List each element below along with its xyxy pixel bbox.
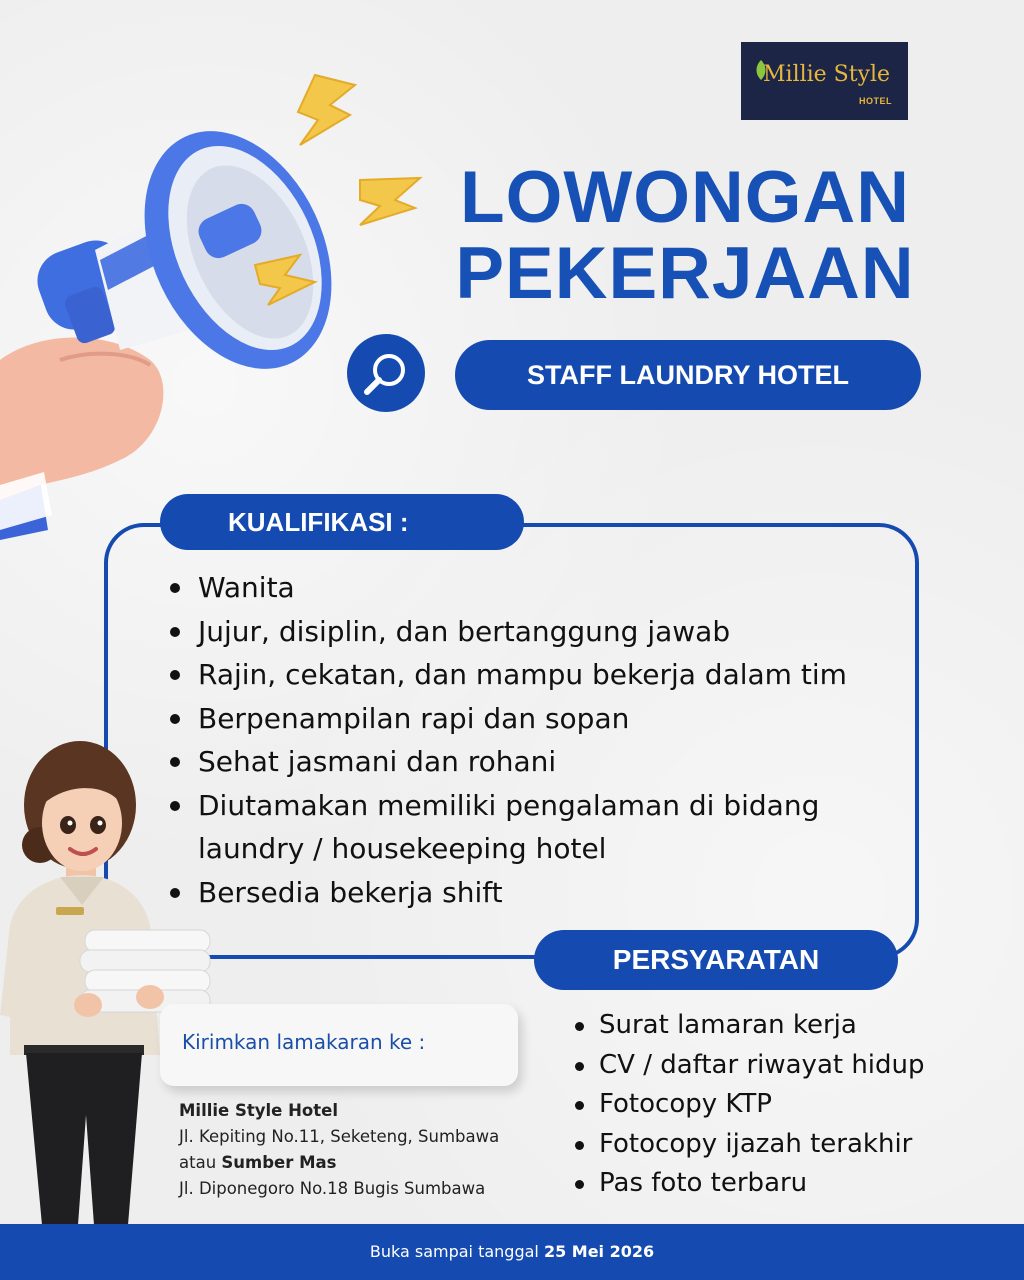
hotel-name: Millie Style Hotel [179, 1101, 338, 1120]
title-line-2: PEKERJAAN [455, 233, 915, 314]
list-item: Berpenampilan rapi dan sopan [170, 697, 910, 741]
list-item: Pas foto terbaru [575, 1164, 995, 1204]
address-block [179, 1098, 559, 1202]
list-item: Bersedia bekerja shift [170, 871, 910, 915]
send-to-box [160, 1004, 518, 1086]
qualification-list [170, 566, 910, 914]
footer-text: Buka sampai tanggal [369, 1242, 544, 1261]
search-badge [347, 334, 425, 412]
send-label: Kirimkan lamakaran ke : [182, 1030, 426, 1054]
list-item: Jujur, disiplin, dan bertanggung jawab [170, 610, 910, 654]
or-text: atau [179, 1153, 222, 1172]
job-title-pill: STAFF LAUNDRY HOTEL [455, 340, 921, 410]
list-item: Surat lamaran kerja [575, 1006, 995, 1046]
list-item: Sehat jasmani dan rohani [170, 740, 910, 784]
page-title [440, 157, 930, 314]
alt-name: Sumber Mas [221, 1153, 337, 1172]
hotel-logo [741, 42, 908, 120]
footer-bar [0, 1224, 1024, 1280]
qualification-heading: KUALIFIKASI : [160, 494, 524, 550]
requirements-heading: PERSYARATAN [534, 930, 898, 990]
list-item: Rajin, cekatan, dan mampu bekerja dalam tim [170, 653, 910, 697]
list-item: Diutamakan memiliki pengalaman di bidang laundry / housekeeping hotel [170, 784, 888, 871]
list-item: Fotocopy KTP [575, 1085, 995, 1125]
title-line-1: LOWONGAN [460, 157, 910, 238]
hotel-address: Jl. Kepiting No.11, Seketeng, Sumbawa [179, 1127, 500, 1146]
list-item: Fotocopy ijazah terakhir [575, 1125, 995, 1165]
logo-brand: Millie Style [763, 62, 891, 87]
search-icon [361, 348, 411, 398]
alt-address: Jl. Diponegoro No.18 Bugis Sumbawa [179, 1179, 486, 1198]
list-item: CV / daftar riwayat hidup [575, 1046, 995, 1086]
requirements-list [575, 1006, 995, 1204]
footer-date: 25 Mei 2026 [543, 1242, 655, 1261]
list-item: Wanita [170, 566, 910, 610]
logo-sub: HOTEL [859, 96, 892, 106]
megaphone-illustration [0, 60, 440, 544]
